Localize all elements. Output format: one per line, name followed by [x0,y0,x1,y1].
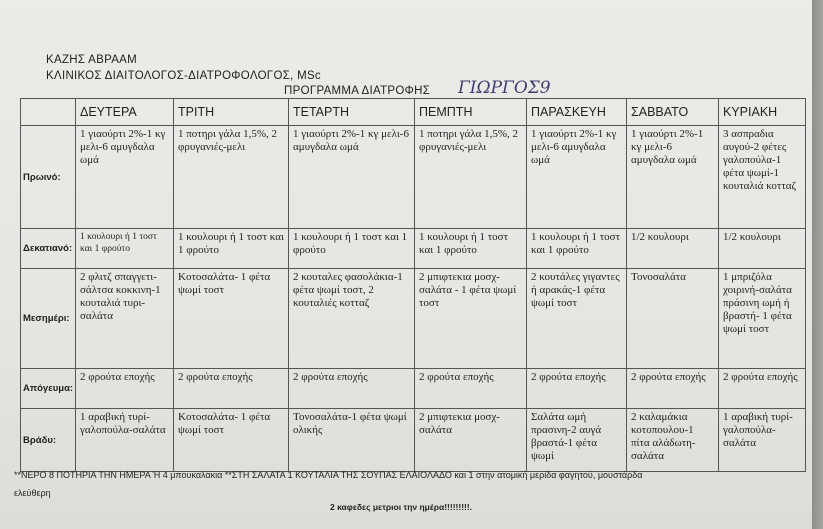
day-header-thursday: ΠΕΜΠΤΗ [415,99,527,126]
meal-row-breakfast [21,126,806,229]
meal-cell: 1 μπριζόλα χοιρινή-σαλάτα πράσινη ωμή ή βραστή- 1 φέτα ψωμί τοστ [719,269,806,369]
meal-cell: 1 αραβική τυρί-γαλοπούλα-σαλάτα [719,409,806,472]
meal-row-snack [21,229,806,269]
meal-cell: 1 κουλουρι ή 1 τοστ και 1 φρούτο [174,229,289,269]
meal-cell: 1/2 κουλουρι [627,229,719,269]
meal-cell: 1 γιαούρτι 2%-1 κγ μελι-6 αμυγδαλα ωμά [627,126,719,229]
page-title: ΠΡΟΓΡΑΜΜΑ ΔΙΑΤΡΟΦΗΣ [284,85,431,97]
meal-cell: Τονοσαλάτα [627,269,719,369]
meal-cell: 2 φρούτα εποχής [527,369,627,409]
meal-cell: Κοτοσαλάτα- 1 φέτα ψωμί τοστ [174,269,289,369]
meal-cell: 2 φλιτζ σπαγγετι-σάλτσα κοκκινη-1 κουταλιά τυρι-σαλάτα [76,269,174,369]
meal-cell: 1/2 κουλουρι [719,229,806,269]
meal-plan-table [20,98,806,472]
meal-cell: Κοτοσαλάτα- 1 φέτα ψωμί τοστ [174,409,289,472]
meal-cell: 2 κουτάλες γιγαντες ή αρακάς-1 φέτα ψωμί τοστ [527,269,627,369]
day-header-row [21,99,806,126]
meal-cell: 2 μπιφτεκια μοσχ-σαλάτα [415,409,527,472]
meal-label-breakfast: Πρωινό: [21,126,76,229]
day-header-saturday: ΣΑΒΒΑΤΟ [627,99,719,126]
meal-cell: 2 κουταλες φασολάκια-1 φέτα ψωμί τοστ, 2 κουταλιές κοτταζ [289,269,415,369]
meal-label-dinner: Βράδυ: [21,409,76,472]
meal-cell: 1 γιαούρτι 2%-1 κγ μελι-6 αμυγδαλα ωμά [289,126,415,229]
meal-cell: 2 φρούτα εποχής [289,369,415,409]
day-header-sunday: ΚΥΡΙΑΚΗ [719,99,806,126]
meal-cell: 2 φρούτα εποχής [719,369,806,409]
corner-cell [21,99,76,126]
day-header-monday: ΔΕΥΤΕΡΑ [76,99,174,126]
paper-edge-shadow [812,0,823,529]
footnote-coffee: 2 καφεδες μετριοι την ημέρα!!!!!!!!!. [330,502,473,512]
meal-cell: 1 αραβική τυρί-γαλοπούλα-σαλάτα [76,409,174,472]
meal-cell: 1 κουλουρι ή 1 τοστ και 1 φρούτο [76,229,174,269]
dietitian-name: ΚΑΖΗΣ ΑΒΡΑΑΜ [46,54,138,66]
meal-cell: 1 ποτηρι γάλα 1,5%, 2 φρυγανιές-μελι [174,126,289,229]
meal-cell: 2 φρούτα εποχής [627,369,719,409]
meal-cell: 1 γιαούρτι 2%-1 κγ μελι-6 αμυγδαλα ωμά [527,126,627,229]
meal-cell: 1 κουλουρι ή 1 τοστ και 1 φρούτο [415,229,527,269]
day-header-tuesday: ΤΡΙΤΗ [174,99,289,126]
meal-label-afternoon: Απόγευμα: [21,369,76,409]
meal-cell: 2 καλαμάκια κοτοπουλου-1 πίτα αλάδωτη-σαλάτα [627,409,719,472]
footnote-water-oil: **ΝΕΡΟ 8 ΠΟΤΗΡΙΑ ΤΗΝ ΗΜΕΡΑ Ή 4 μπουκαλάκια **ΣΤΗ ΣΑΛΑΤΑ 1 ΚΟΥΤΑΛΙΑ ΤΗΣ ΣΟΥΠΑΣ ΕΛΑΙΟΛΑΔΟ και 1 στην ατομική μερίδα φαγητού, μουστάρδα [14,470,643,480]
meal-cell: 1 ποτηρι γάλα 1,5%, 2 φρυγανιές-μελι [415,126,527,229]
meal-row-dinner [21,409,806,472]
meal-cell: 2 φρούτα εποχής [174,369,289,409]
meal-cell: 2 φρούτα εποχής [76,369,174,409]
meal-cell: 1 κουλουρι ή 1 τοστ και 1 φρούτο [527,229,627,269]
meal-label-snack: Δεκατιανό: [21,229,76,269]
meal-row-lunch [21,269,806,369]
meal-cell: 1 κουλουρι ή 1 τοστ και 1 φρούτο [289,229,415,269]
meal-cell: 3 ασπραδια αυγού-2 φέτες γαλοπούλα-1 φέτα ψωμί-1 κουταλιά κοτταζ [719,126,806,229]
meal-cell: Τονοσαλάτα-1 φέτα ψωμί ολικής [289,409,415,472]
day-header-friday: ΠΑΡΑΣΚΕΥΗ [527,99,627,126]
meal-row-afternoon [21,369,806,409]
meal-cell: 2 φρούτα εποχής [415,369,527,409]
handwritten-client-name: ΓΙΩΡΓΟΣ9 [458,78,551,98]
meal-label-lunch: Μεσημέρι: [21,269,76,369]
footnote-mustard: ελεύθερη [14,488,51,498]
meal-cell: 1 γιαούρτι 2%-1 κγ μελι-6 αμυγδαλα ωμά [76,126,174,229]
day-header-wednesday: ΤΕΤΑΡΤΗ [289,99,415,126]
meal-cell: Σαλάτα ωμή πρασινη-2 αυγά βραστά-1 φέτα ψωμί [527,409,627,472]
meal-cell: 2 μπιφτεκια μοσχ-σαλάτα - 1 φέτα ψωμί τοστ [415,269,527,369]
dietitian-title: ΚΛΙΝΙΚΟΣ ΔΙΑΙΤΟΛΟΓΟΣ-ΔΙΑΤΡΟΦΟΛΟΓΟΣ, MSc [46,70,321,82]
